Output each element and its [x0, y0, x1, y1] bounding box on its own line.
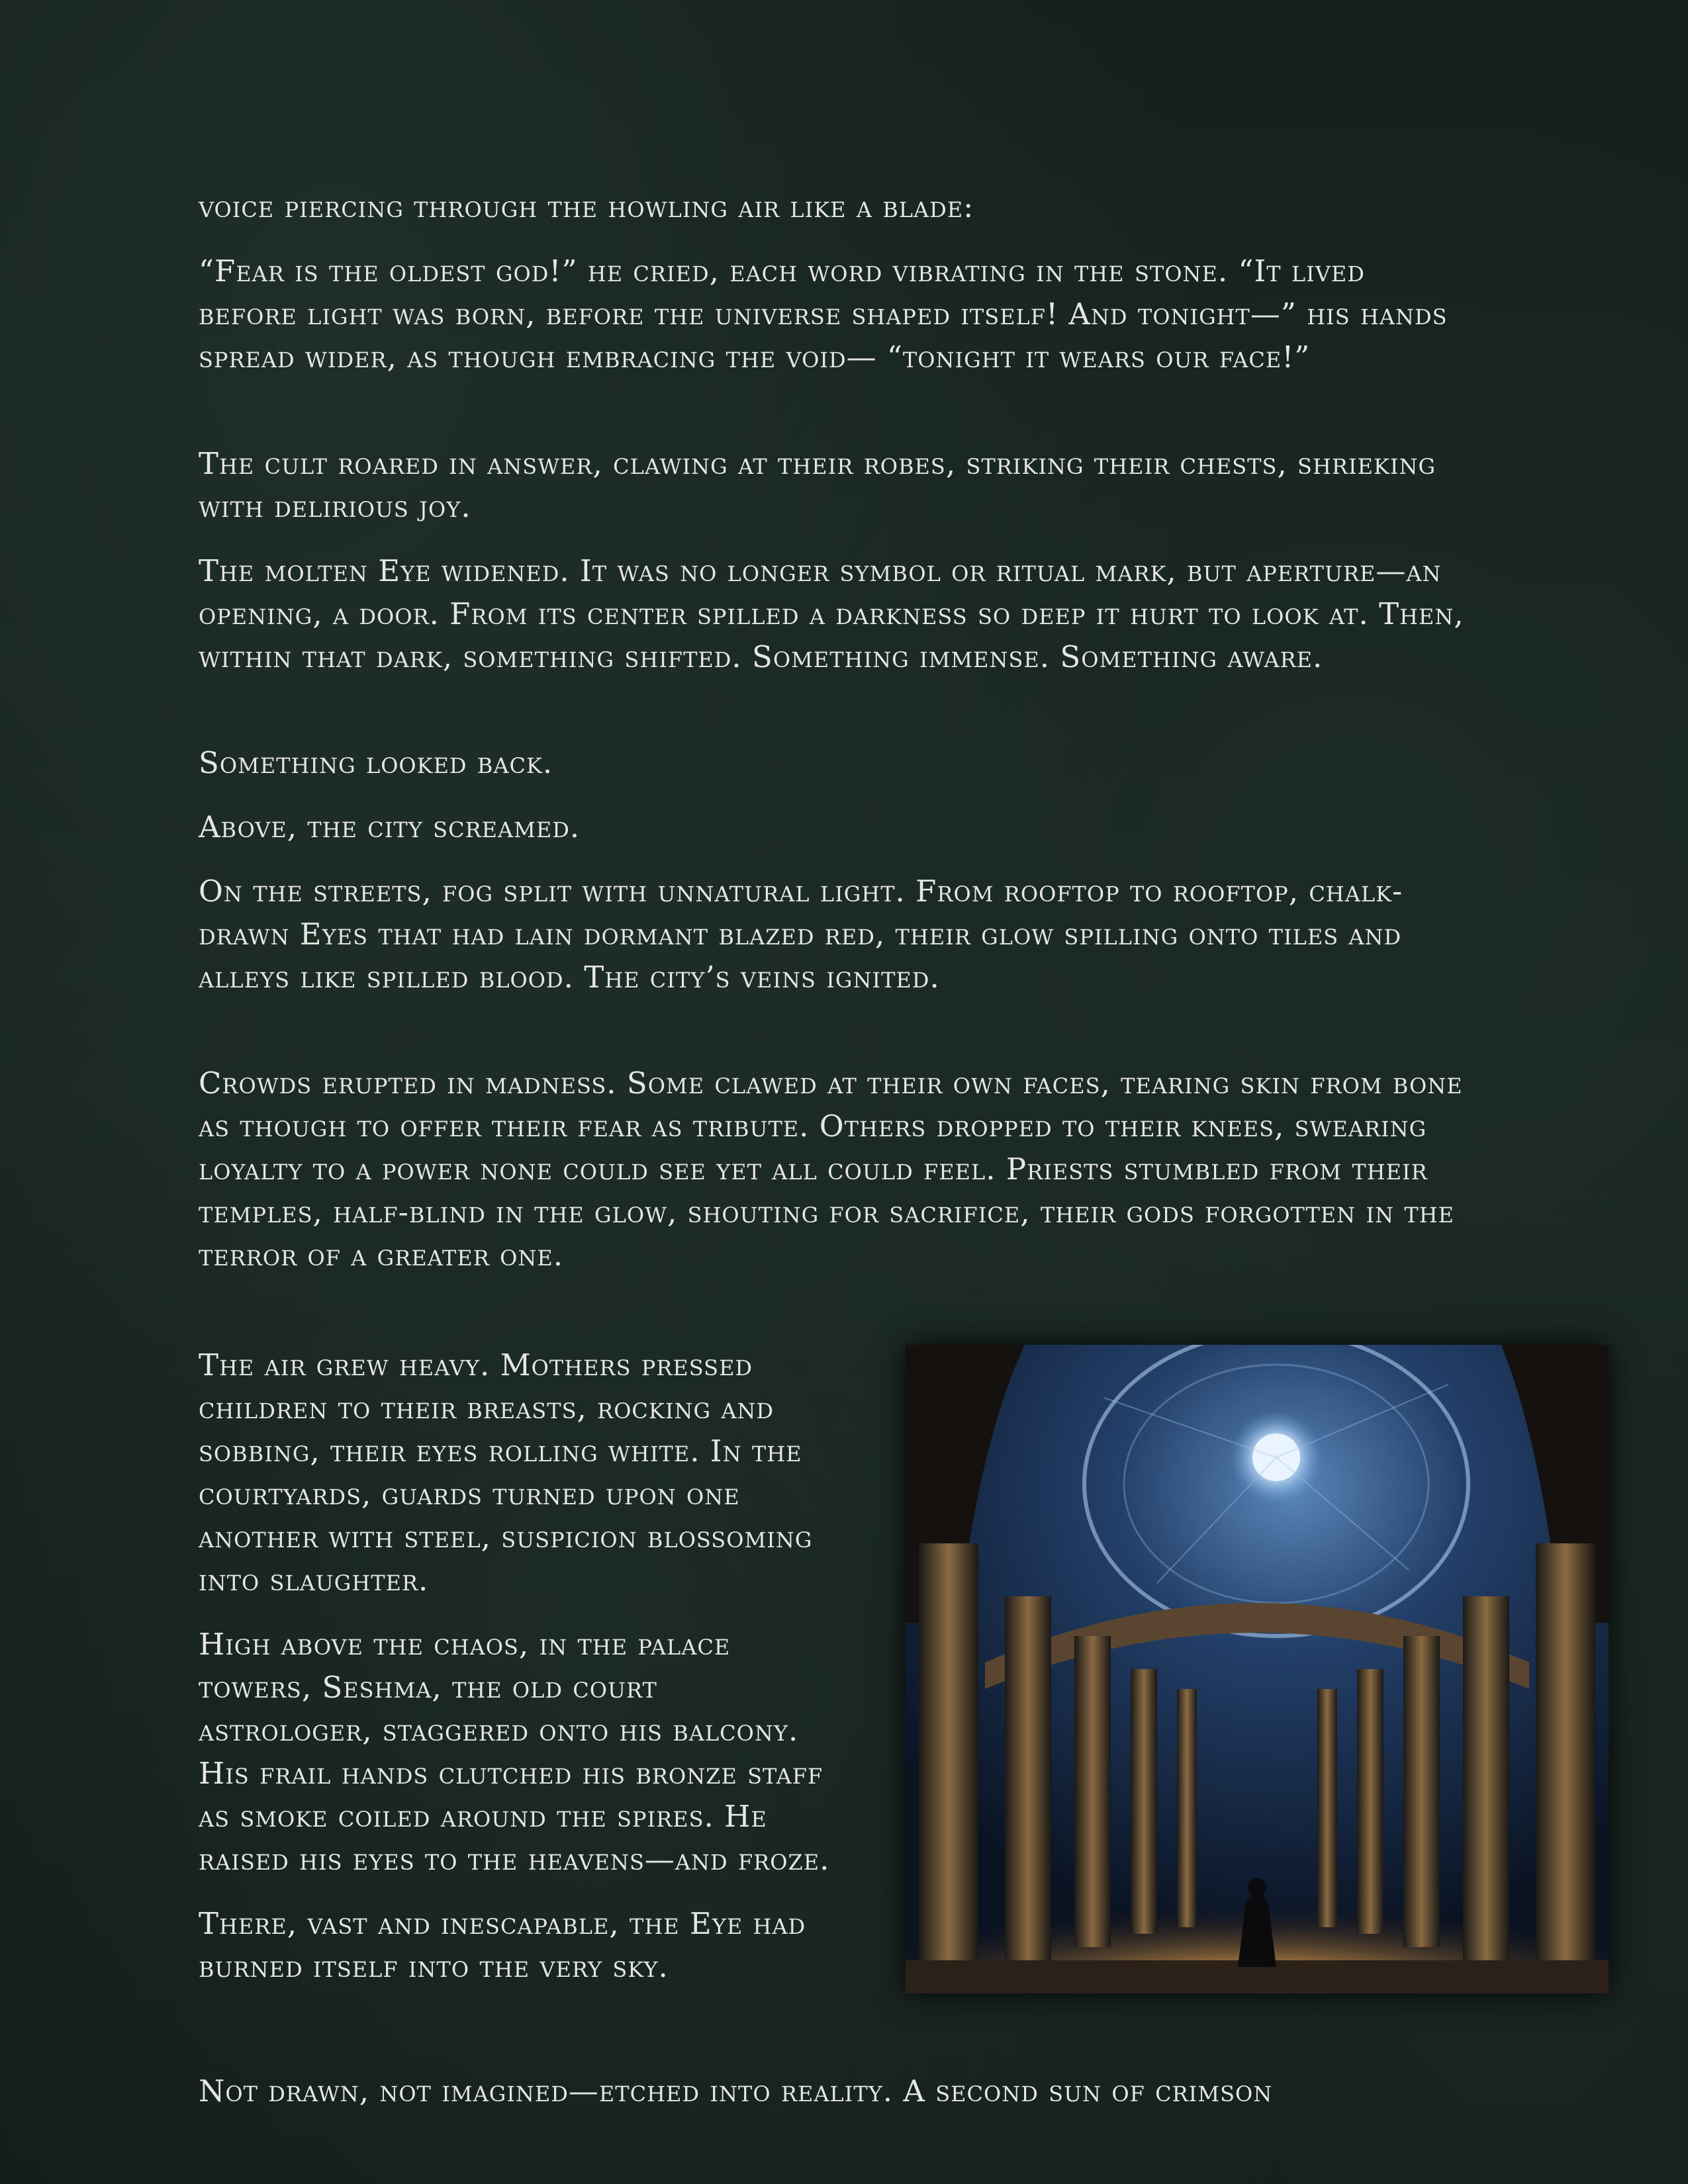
- paragraph-11-end: Not drawn, not imagined—etched into reality. A second sun of crimson: [199, 2073, 1273, 2109]
- paragraph-3: The cult roared in answer, clawing at their robes, striking their chests, shrieking with delirious joy.: [199, 446, 1436, 524]
- paragraph-9: The air grew heavy. Mothers pressed children to their breasts, rocking and sobbing, their eyes rolling white. In the courtyards, guards turned upon one another with steel, suspicion blossoming into slaughter.: [199, 1347, 813, 1598]
- paragraph-11-start: There, vast and inescapable, the Eye had burned itself into the very sky.: [199, 1906, 806, 1984]
- paragraph-5: Something looked back.: [199, 745, 553, 780]
- paragraph-8: Crowds erupted in madness. Some clawed at their own faces, tearing skin from bone as though to offer their fear as tribute. Others dropped to their knees, swearing loyalty to a power none could see yet all could feel. Priests stumbled from their temples, half-blind in the glow, shouting for sacrifice, their gods forgotten in the terror of a greater one.: [199, 1066, 1463, 1273]
- temple-illustration: [906, 1345, 1609, 1993]
- wrapped-text-column: [199, 1343, 834, 1988]
- paragraph-1: voice piercing through the howling air like a blade:: [199, 189, 974, 224]
- paragraph-6: Above, the city screamed.: [199, 809, 581, 844]
- paragraph-7: On the streets, fog split with unnatural light. From rooftop to rooftop, chalk-drawn Eyes that had lain dormant blazed red, their glow spilling onto tiles and alleys like spilled blood. The city’s veins ignited.: [199, 874, 1403, 995]
- paragraph-10: High above the chaos, in the palace towers, Seshma, the old court astrologer, staggered onto his balcony. His frail hands clutched his bronze staff as smoke coiled around the spires. He raised his eyes to the heavens—and froze.: [199, 1627, 830, 1877]
- paragraph-4: The molten Eye widened. It was no longer symbol or ritual mark, but aperture—an opening, a door. From its center spilled a darkness so deep it hurt to look at. Then, within that dark, something shifted. Something immense. Something aware.: [199, 553, 1464, 674]
- paragraph-2: “Fear is the oldest god!” he cried, each word vibrating in the stone. “It lived before light was born, before the universe shaped itself! And tonight—” his hands spread wider, as though embracing the void— “tonight it wears our face!”: [199, 253, 1448, 375]
